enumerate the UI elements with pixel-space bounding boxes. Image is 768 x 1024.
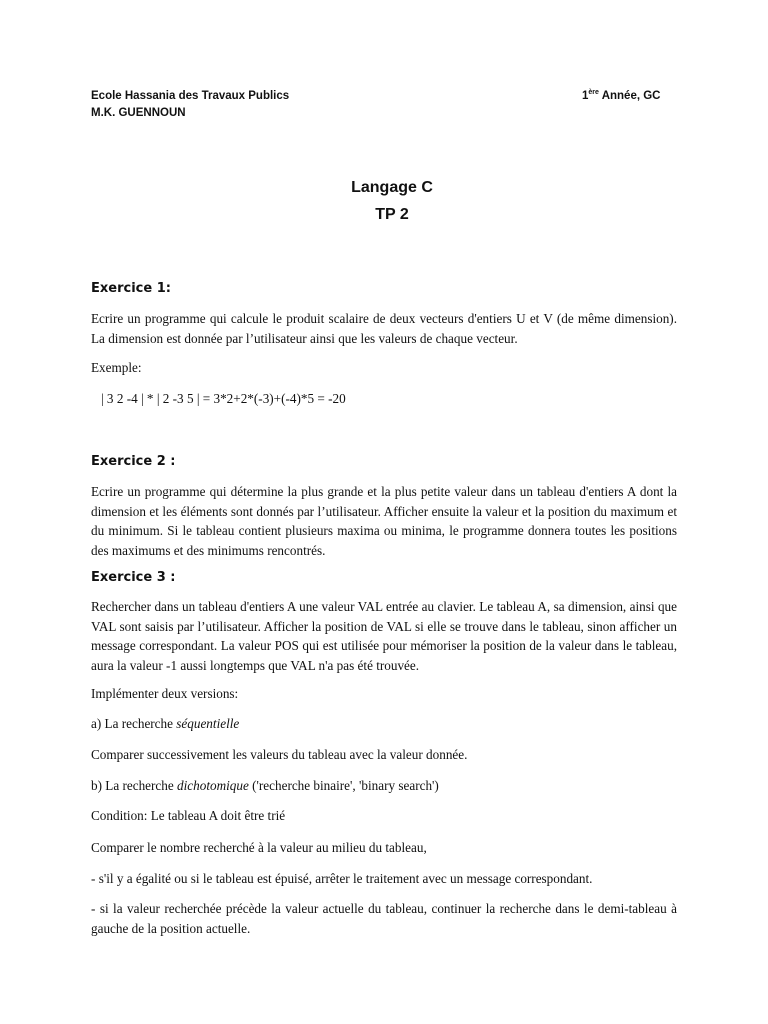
class-year xyxy=(582,87,660,105)
year-number: 1 xyxy=(582,90,589,102)
version-a-description: Comparer successivement les valeurs du tableau avec la valeur donnée. xyxy=(91,747,468,762)
year-superscript: ère xyxy=(588,89,599,97)
version-b-compare: Comparer le nombre recherché à la valeur au milieu du tableau, xyxy=(91,840,427,855)
example-formula: | 3 2 -4 | * | 2 -3 5 | = 3*2+2*(-3)+(-4)*5 = -20 xyxy=(101,391,346,406)
example-label: Exemple: xyxy=(91,360,142,375)
exercise-3-statement: Rechercher dans un tableau d'entiers A une valeur VAL entrée au clavier. Le tableau A, sa dimension, ainsi que VAL sont saisis par l’utilisateur. Afficher la position de VAL si elle se trouve dans le tableau, sinon afficher un message correspondant. La valeur POS qui est utilisée pour mémoriser la position de la valeur dans le tableau, aura la valeur -1 aussi longtemps que VAL n'a pas été trouvée. xyxy=(91,599,677,673)
version-b-condition: Condition: Le tableau A doit être trié xyxy=(91,808,286,823)
author-name: M.K. GUENNOUN xyxy=(91,107,186,119)
exercise-1-statement: Ecrire un programme qui calcule le produit scalaire de deux vecteurs d'entiers U et V (de même dimension). La dimension est donnée par l’utilisateur ainsi que les valeurs de chaque vecteur. xyxy=(91,311,677,346)
version-b-prefix: b) La recherche xyxy=(91,778,178,793)
version-b-italic: dichotomique xyxy=(177,778,249,793)
version-b-title xyxy=(91,776,677,796)
exercise-1-heading: Exercice 1: xyxy=(91,281,171,296)
document-title: Langage C xyxy=(351,179,433,196)
school-name: Ecole Hassania des Travaux Publics xyxy=(91,90,290,102)
version-a-italic: séquentielle xyxy=(176,716,240,731)
document-subtitle: TP 2 xyxy=(375,206,409,223)
exercise-2-statement: Ecrire un programme qui détermine la plus grande et la plus petite valeur dans un tableau d'entiers A dont la dimension et les éléments sont donnés par l’utilisateur. Afficher ensuite la valeur et la position du maximum et du minimum. Si le tableau contient plusieurs maxima ou minima, le programme donnera toutes les positions des maximums et des minimums rencontrés. xyxy=(91,484,677,558)
version-b-suffix: ('recherche binaire', 'binary search') xyxy=(248,778,439,793)
exercise-2-heading: Exercice 2 : xyxy=(91,454,176,469)
year-rest: Année, GC xyxy=(598,90,661,102)
versions-intro: Implémenter deux versions: xyxy=(91,686,239,701)
version-b-rule-1: - s'il y a égalité ou si le tableau est épuisé, arrêter le traitement avec un message correspondant. xyxy=(91,871,593,886)
version-a-title xyxy=(91,714,677,734)
exercise-3-heading: Exercice 3 : xyxy=(91,570,176,585)
version-a-prefix: a) La recherche xyxy=(91,716,177,731)
version-b-rule-2: - si la valeur recherchée précède la valeur actuelle du tableau, continuer la recherche dans le demi-tableau à gauche de la position actuelle. xyxy=(91,901,677,936)
